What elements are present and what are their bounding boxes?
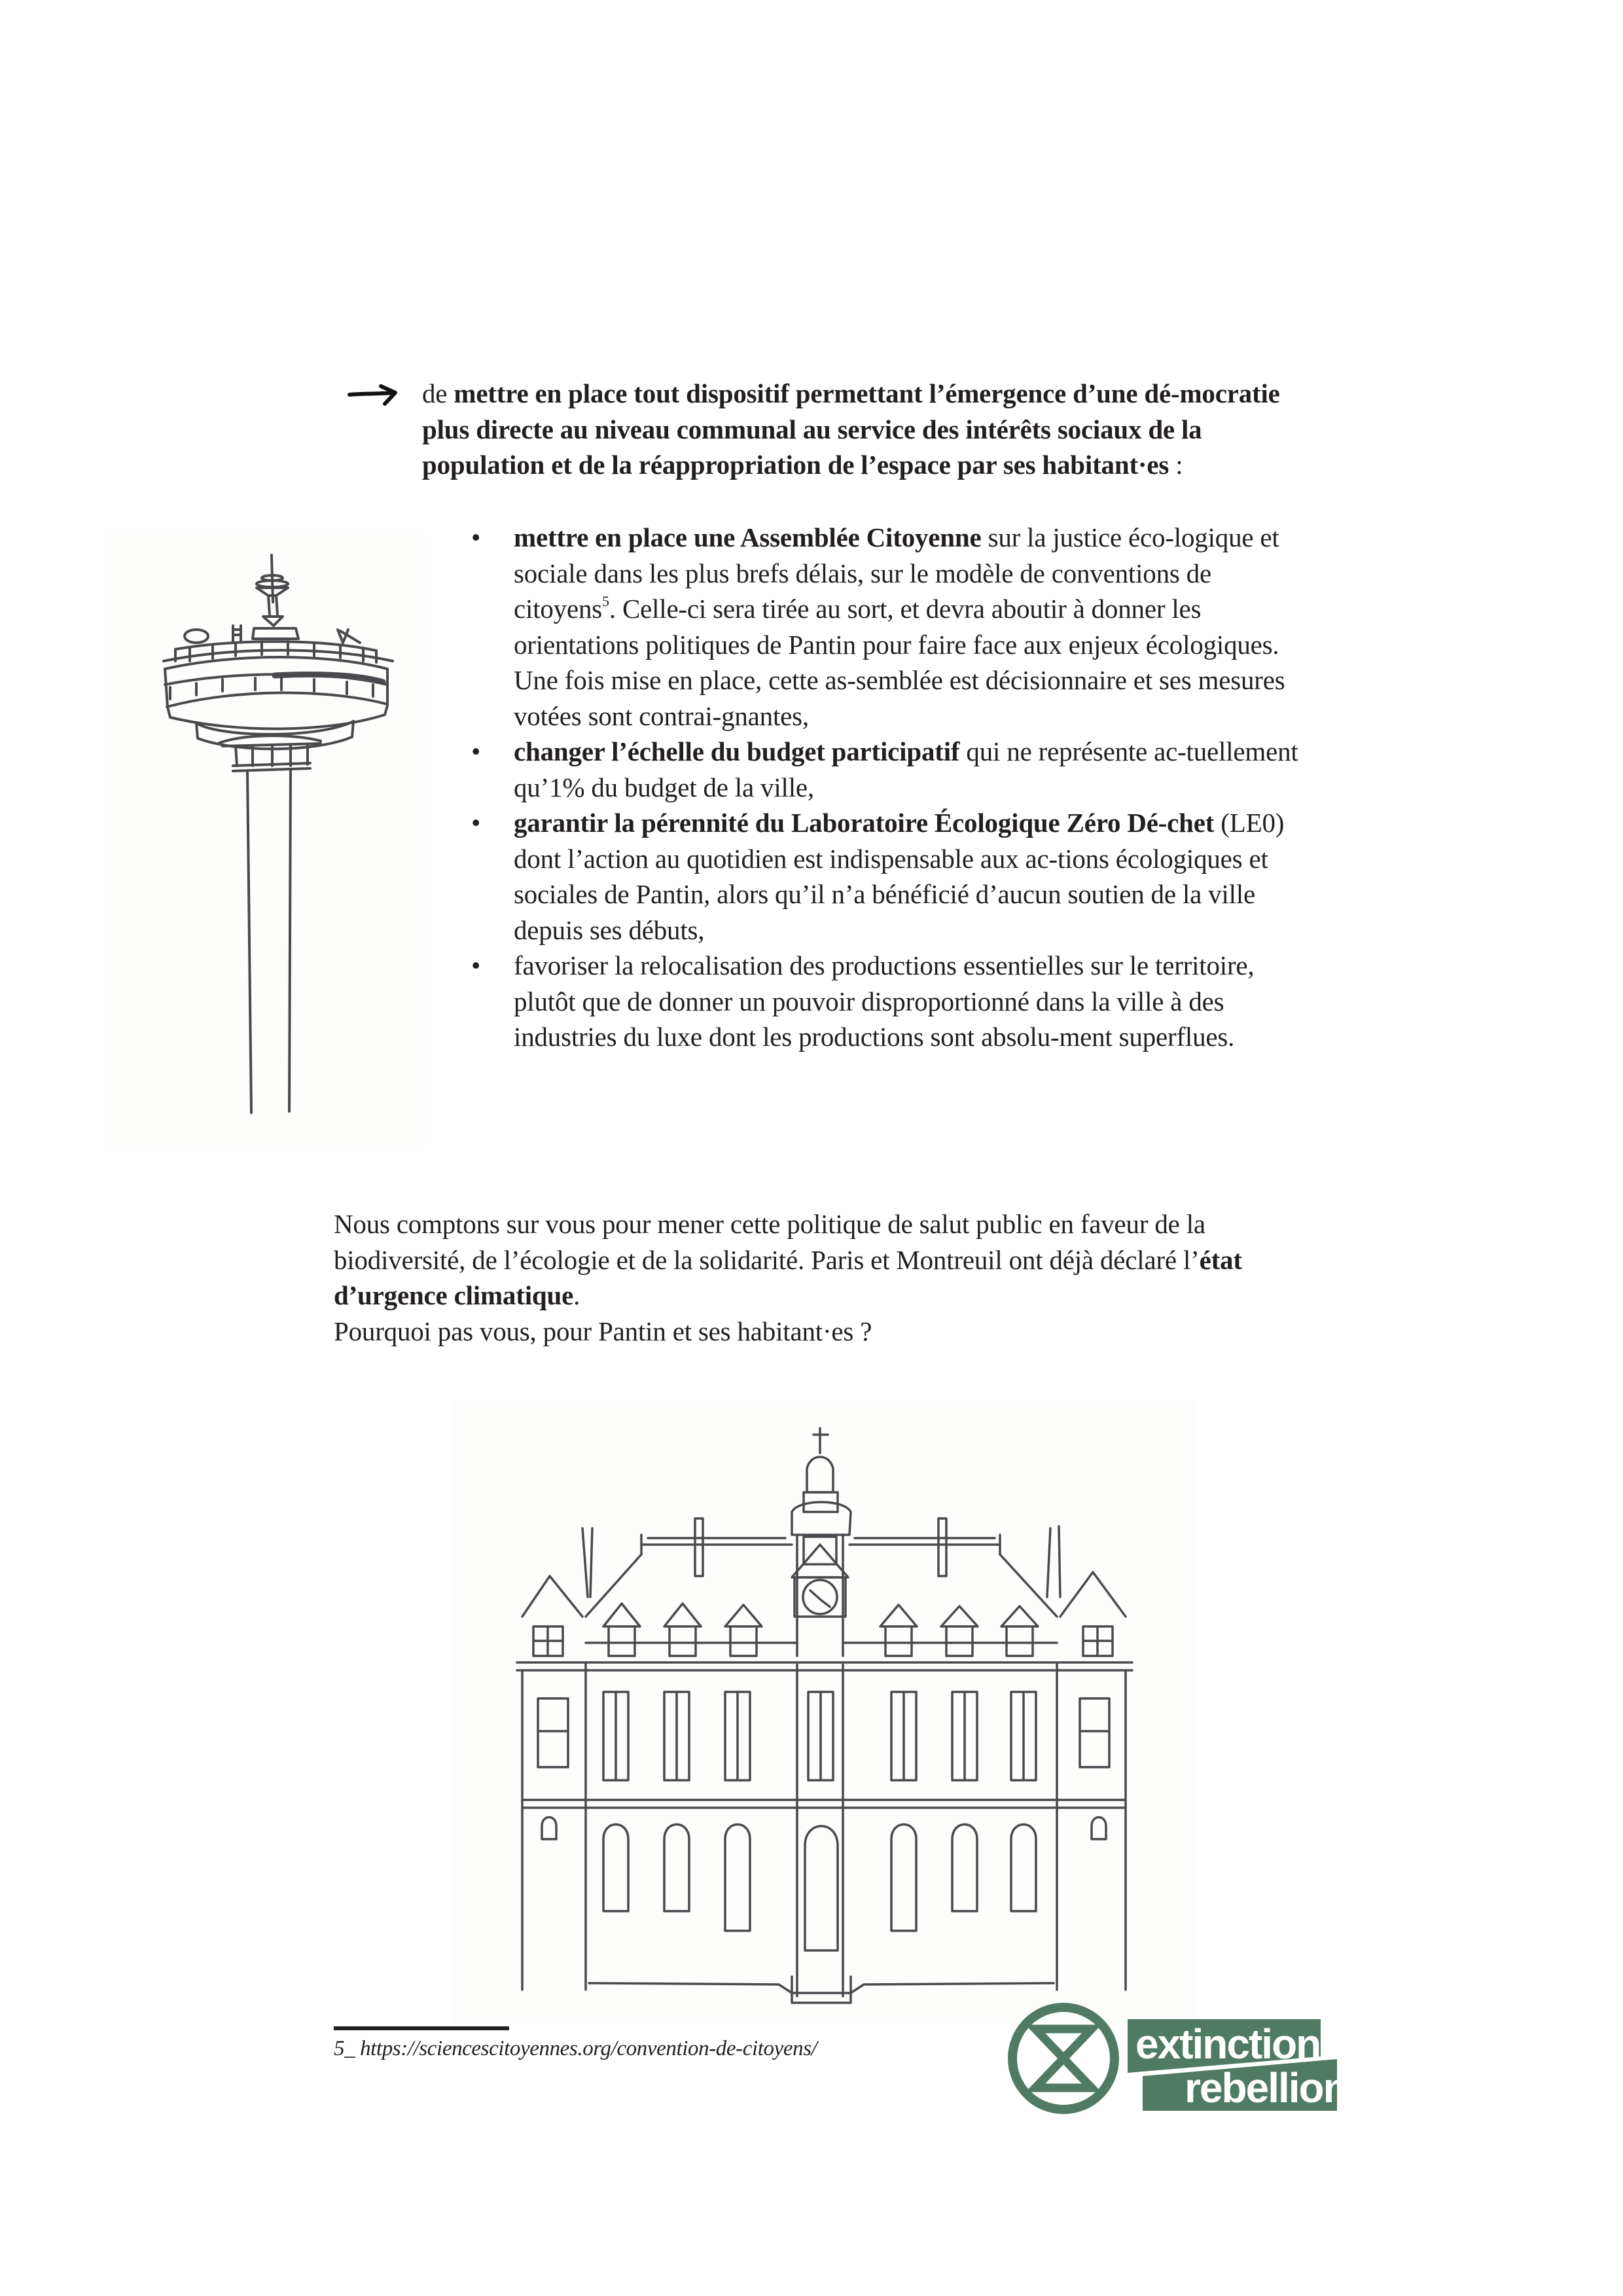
- list-item: [471, 948, 1315, 1055]
- bullet-icon: •: [471, 522, 481, 552]
- item-bold: garantir la pérennité du Laboratoire Écologique Zéro Dé-chet: [514, 808, 1215, 838]
- item-text: . Celle-ci sera tirée au sort, et devra aboutir à donner les orientations politiques de Pantin pour faire face aux enjeux écologiques. Une fois mise en place, cette as-semblée est décisionnaire et ses mesures votées sont contrai-gnantes,: [514, 594, 1285, 731]
- closing-text: Nous comptons sur vous pour mener cette politique de salut public en faveur de la biodiversité, de l’écologie et de la solidarité. Paris et Montreuil ont déjà déclaré l’: [334, 1209, 1205, 1275]
- list-item: [471, 734, 1315, 805]
- footnote-number: 5_: [334, 2037, 355, 2060]
- intro-bold: mettre en place tout dispositif permettant l’émergence d’une dé-mocratie plus directe au niveau communal au service des intérêts sociaux de la population et de la réappropriation de l’espace par ses habitant·es: [422, 378, 1280, 480]
- item-bold: changer l’échelle du budget participatif: [514, 736, 960, 766]
- closing-p1: [334, 1206, 1315, 1314]
- footnote: [334, 2037, 817, 2061]
- item-text: (LE0) dont l’action au quotidien est indispensable aux ac-tions écologiques et sociales de Pantin, alors qu’il n’a bénéficié d’aucun soutien de la ville depuis ses débuts,: [514, 808, 1285, 945]
- item-text: sur la justice éco-logique et sociale dans les plus brefs délais, sur le modèle de conventions de citoyens: [514, 522, 1279, 624]
- closing-bold: état d’urgence climatique: [334, 1244, 1242, 1310]
- footnote-link[interactable]: https://sciencescitoyennes.org/convention-de-citoyens/: [360, 2037, 817, 2060]
- intro-paragraph: [422, 376, 1312, 483]
- item-text: qui ne représente ac-tuellement qu’1% du budget de la ville,: [514, 736, 1298, 802]
- logo-line2: rebellion: [1185, 2064, 1347, 2111]
- closing-paragraph: [334, 1206, 1315, 1349]
- city-hall-drawing: [452, 1401, 1198, 2022]
- extinction-rebellion-logo: [1008, 2003, 1361, 2114]
- footnote-rule: [334, 2026, 509, 2030]
- logo-line1: extinction: [1135, 2020, 1321, 2068]
- hourglass-icon: [1012, 2007, 1115, 2109]
- bullet-icon: •: [471, 950, 481, 980]
- intro-tail: :: [1169, 450, 1183, 480]
- list-item: [471, 520, 1315, 734]
- bullet-icon: •: [471, 808, 481, 838]
- intro-lead: de: [422, 378, 454, 408]
- arrow-right-icon: [347, 384, 399, 407]
- footnote-ref[interactable]: 5: [602, 593, 609, 609]
- closing-text: .: [573, 1280, 580, 1310]
- item-bold: mettre en place une Assemblée Citoyenne: [514, 522, 982, 552]
- tower-drawing: [105, 530, 425, 1145]
- bullet-icon: •: [471, 736, 481, 766]
- item-text: favoriser la relocalisation des productions essentielles sur le territoire, plutôt que de donner un pouvoir disproportionné dans la ville à des industries du luxe dont les productions sont absolu-ment superflues.: [514, 950, 1255, 1052]
- closing-p2: Pourquoi pas vous, pour Pantin et ses habitant·es ?: [334, 1316, 872, 1346]
- demands-list: [471, 520, 1315, 1055]
- list-item: [471, 805, 1315, 948]
